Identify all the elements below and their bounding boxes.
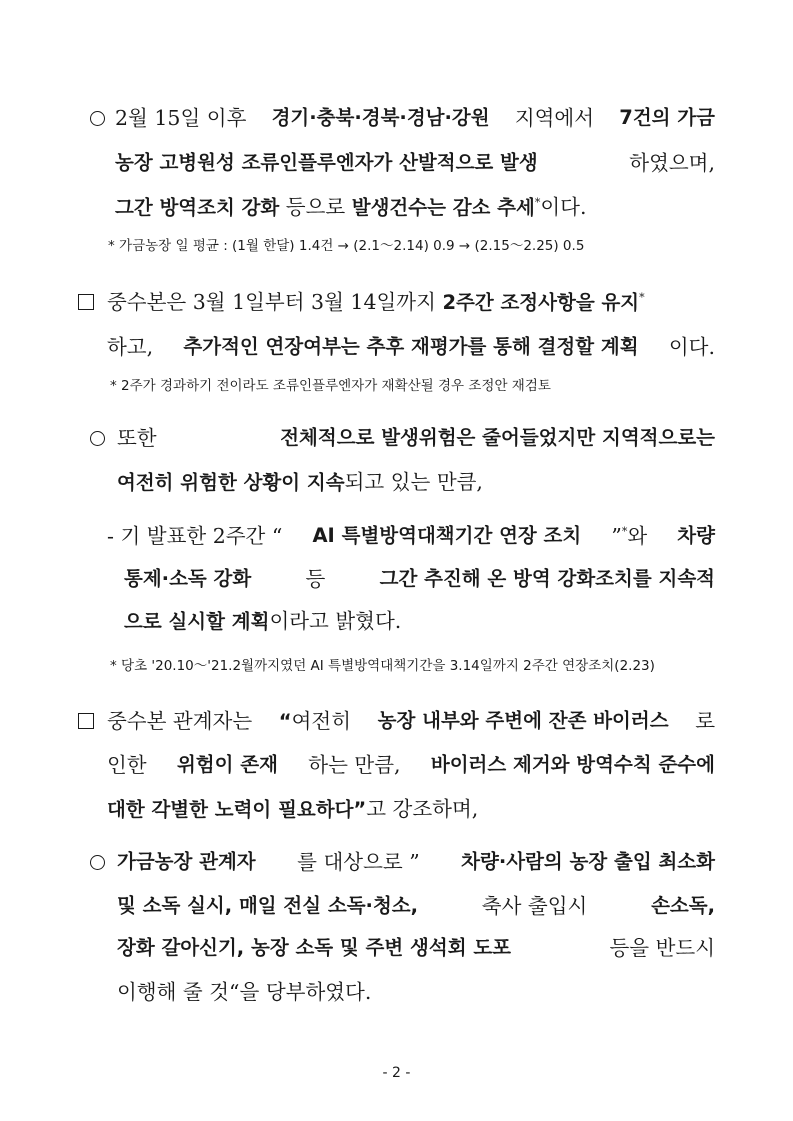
bold-text: 전체적으로 발생위험은 줄어들었지만 지역적으로는 (280, 426, 715, 449)
text: 또한 (117, 426, 157, 450)
text: 되고 있는 만큼, (344, 470, 483, 494)
footnote: * 2주가 경과하기 전이라도 조류인플루엔자가 재확산될 경우 조정안 재검토 (110, 378, 551, 394)
bold-text: 대한 각별한 노력이 필요하다” (107, 798, 367, 821)
text: 하고, (107, 335, 154, 359)
text: 고 강조하며, (366, 797, 479, 821)
bold-text: 및 소독 실시, 매일 전실 소독·청소, (117, 894, 419, 917)
bold-text: 바이러스 제거와 방역수칙 준수에 (430, 753, 715, 776)
footnote: * 가금농장 일 평균 : (1월 한달) 1.4건 → (2.1～2.14) 0.9 → (2.15～2.25) 0.5 (108, 238, 585, 254)
paragraph-line (107, 794, 478, 825)
circle-bullet-icon (90, 855, 105, 870)
text: 중수본 관계자는 (107, 709, 253, 733)
square-bullet-icon (78, 713, 94, 729)
paragraph-line (107, 287, 645, 318)
text: 2월 15일 이후 (115, 106, 247, 130)
paragraph-line (115, 192, 586, 223)
text: 등으로 (279, 195, 352, 219)
text: 이다. (668, 335, 715, 359)
paragraph-line (115, 103, 715, 133)
text: 하는 만큼, (308, 753, 401, 777)
bold-text: 위험이 존재 (176, 753, 278, 776)
text: 이행해 줄 것“을 당부하였다. (117, 980, 372, 1004)
bold-text: 경기·충북·경북·경남·강원 (271, 106, 490, 129)
text: 인한 (107, 753, 147, 777)
bold-text: 추가적인 연장여부는 추후 재평가를 통해 결정할 계획 (183, 335, 639, 358)
circle-bullet-icon (90, 431, 105, 446)
square-bullet-icon (78, 294, 94, 310)
text: - 기 발표한 2주간 “ (107, 524, 283, 548)
paragraph-line (124, 606, 401, 637)
circle-bullet-icon (90, 111, 105, 126)
text: 로 (695, 709, 715, 733)
bold-text: AI 특별방역대책기간 연장 조치 (312, 524, 582, 547)
paragraph-line (117, 467, 483, 498)
text: 지역에서 (514, 106, 595, 130)
text: 이다. (540, 195, 587, 219)
page-number: - 2 - (382, 1065, 411, 1081)
bold-text: 차량·사람의 농장 출입 최소화 (461, 850, 715, 873)
bold-text: 으로 실시할 계획 (124, 610, 270, 633)
paragraph-line (107, 332, 715, 362)
footnote-mark: * (639, 291, 645, 305)
text: 하였으며, (629, 151, 715, 175)
text: 여전히 (291, 709, 352, 733)
text: 와 (627, 524, 648, 548)
bold-text: 발생건수는 감소 추세 (351, 196, 535, 219)
bold-text: 차량 (677, 524, 715, 547)
bold-text: 그간 방역조치 강화 (115, 196, 280, 219)
bold-text: 통제·소독 강화 (124, 567, 252, 590)
text: ” (611, 524, 622, 548)
paragraph-line (107, 521, 715, 551)
footnote-mark: * (534, 196, 541, 210)
text: 등을 반드시 (609, 936, 715, 960)
bold-text: 그간 추진해 온 방역 강화조치를 지속적 (379, 567, 715, 590)
text: 이라고 밝혔다. (269, 609, 402, 633)
footnote: * 당초 '20.10～'21.2월까지였던 AI 특별방역대책기간을 3.14일까지 2주간 연장조치(2.23) (110, 658, 655, 674)
paragraph-line (107, 706, 715, 737)
bold-text: 여전히 위험한 상황이 지속 (117, 471, 345, 494)
paragraph-line (117, 847, 715, 877)
footnote-mark: * (621, 525, 628, 539)
text: 중수본은 3월 1일부터 3월 14일까지 (107, 290, 443, 314)
bold-text: 농장 고병원성 조류인플루엔자가 산발적으로 발생 (115, 151, 538, 174)
paragraph-line (107, 750, 715, 780)
paragraph-line (117, 933, 715, 963)
bold-text: 장화 갈아신기, 농장 소독 및 주변 생석회 도포 (117, 936, 511, 959)
bold-text: 7건의 가금 (619, 106, 715, 129)
bold-text: 농장 내부와 주변에 잔존 바이러스 (377, 709, 669, 732)
paragraph-line (117, 977, 371, 1007)
text: 를 대상으로 ” (297, 850, 420, 874)
text: 등 (305, 567, 326, 591)
paragraph-line (117, 423, 715, 453)
bold-text: 가금농장 관계자 (117, 850, 256, 873)
paragraph-line (115, 148, 715, 178)
bold-text: 손소독, (651, 894, 715, 917)
paragraph-line (124, 564, 715, 594)
bold-text: 2주간 조정사항을 유지 (442, 291, 640, 314)
bold-text: “ (278, 710, 292, 733)
paragraph-line (117, 891, 715, 921)
text: 축사 출입시 (481, 894, 588, 918)
